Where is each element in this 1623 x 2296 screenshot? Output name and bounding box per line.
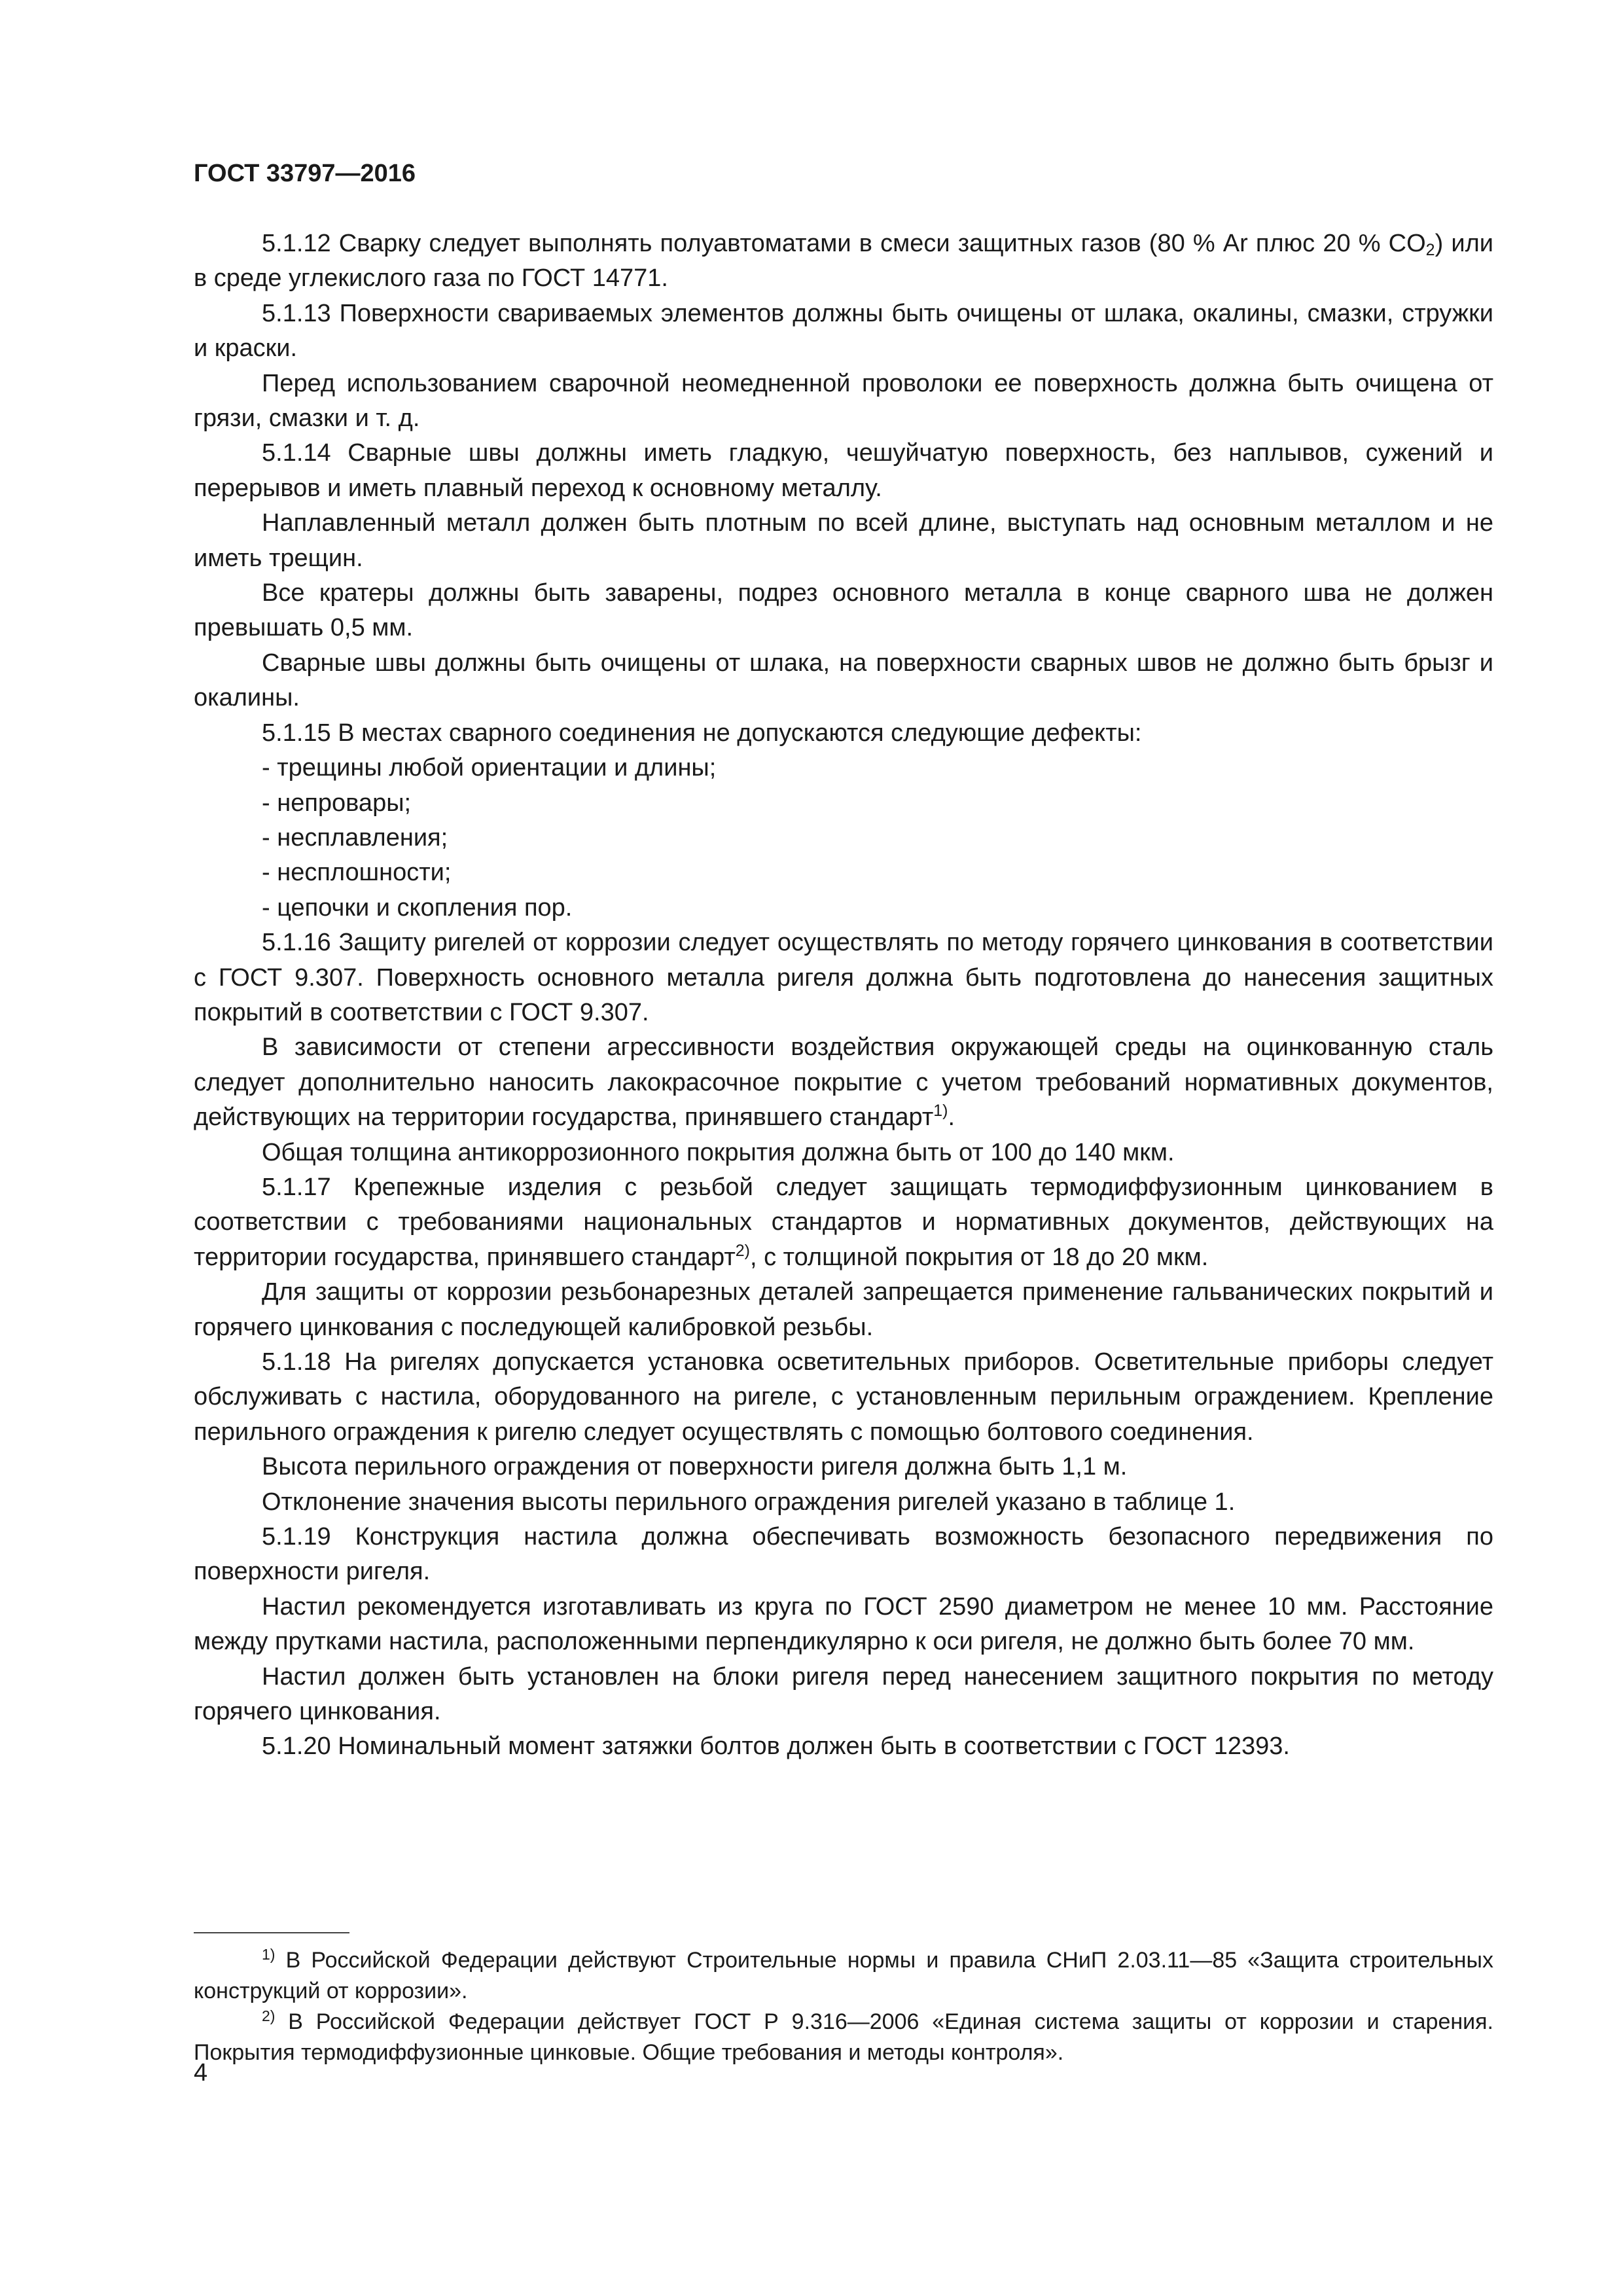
footnote-mark: 2) — [262, 2007, 276, 2024]
paragraph-5-1-17: 5.1.17 Крепежные изделия с резьбой следует защищать термодиффузионным цинкованием в соответствии с требованиями национальных стандартов и нормативных документов, действующих на территории государства, принявшего стандарт$^{2)}$, с толщиной покрытия от 18 до 20 мкм. — [194, 1173, 1493, 1271]
list-item: - несплошности; — [262, 859, 452, 887]
paragraph: Общая толщина антикоррозионного покрытия должна быть от 100 до 140 мкм. — [262, 1138, 1175, 1166]
footnote-1: $^{1)}$ В Российской Федерации действуют Строительные нормы и правила СНиП 2.03.11—85 «Защита строительных конструкций от коррозии». — [194, 1946, 1493, 2003]
footnotes — [194, 1945, 1493, 2068]
subscript: 2 — [1425, 241, 1435, 259]
paragraph: Перед использованием сварочной неомедненной проволоки ее поверхность должна быть очищена от грязи, смазки и т. д. — [194, 369, 1493, 433]
paragraph: Высота перильного ограждения от поверхности ригеля должна быть 1,1 м. — [262, 1453, 1128, 1481]
document-header: ГОСТ 33797—2016 — [194, 160, 416, 187]
paragraph-5-1-16: 5.1.16 Защиту ригелей от коррозии следует осуществлять по методу горячего цинкования в соответствии с ГОСТ 9.307. Поверхность основного металла ригеля должна быть подготовлена до нанесения защитных покрытий в соответствии с ГОСТ 9.307. — [194, 929, 1493, 1026]
paragraph: В зависимости от степени агрессивности воздействия окружающей среды на оцинкованную сталь следует дополнительно наносить лакокрасочное покрытие с учетом требований нормативных документов, действующих на территории государства, принявшего стандарт$^{1)}$. — [194, 1033, 1493, 1132]
list-item: - несплавления; — [262, 823, 448, 852]
paragraph-5-1-13: 5.1.13 Поверхности свариваемых элементов должны быть очищены от шлака, окалины, смазки, стружки и краски. — [194, 299, 1493, 363]
footnote-ref: 2) — [735, 1241, 750, 1260]
list-item: - цепочки и скопления пор. — [262, 893, 573, 922]
footnote-ref: 1) — [933, 1102, 948, 1121]
paragraph-5-1-20: 5.1.20 Номинальный момент затяжки болтов должен быть в соответствии с ГОСТ 12393. — [262, 1732, 1290, 1761]
paragraph: Настил рекомендуется изготавливать из круга по ГОСТ 2590 диаметром не менее 10 мм. Расстояние между прутками настила, расположенными перпендикулярно к оси ригеля, не должно быть более 70 мм. — [194, 1592, 1493, 1656]
footnote-2: $^{2)}$ В Российской Федерации действует ГОСТ Р 9.316—2006 «Единая система защиты от коррозии и старения. Покрытия термодиффузионные цинковые. Общие требования и методы контроля». — [194, 2007, 1493, 2065]
paragraph-5-1-19: 5.1.19 Конструкция настила должна обеспечивать возможность безопасного передвижения по поверхности ригеля. — [194, 1523, 1493, 1586]
paragraph: Для защиты от коррозии резьбонарезных деталей запрещается применение гальванических покрытий и горячего цинкования с последующей калибровкой резьбы. — [194, 1278, 1493, 1341]
paragraph-5-1-14: 5.1.14 Сварные швы должны иметь гладкую, чешуйчатую поверхность, без наплывов, сужений и перерывов и иметь плавный переход к основному металлу. — [194, 439, 1493, 502]
paragraph: Настил должен быть установлен на блоки ригеля перед нанесением защитного покрытия по методу горячего цинкования. — [194, 1662, 1493, 1726]
paragraph: Отклонение значения высоты перильного ограждения ригелей указано в таблице 1. — [262, 1488, 1236, 1516]
paragraph: Все кратеры должны быть заварены, подрез основного металла в конце сварного шва не должен превышать 0,5 мм. — [194, 579, 1493, 642]
paragraph-5-1-12: 5.1.12 Сварку следует выполнять полуавтоматами в смеси защитных газов (80 % Ar плюс 20 % $CO_2$) или в среде углекислого газа по ГОСТ 14771. — [194, 230, 1493, 293]
list-item: - непровары; — [262, 789, 412, 817]
document-body — [194, 226, 1493, 1765]
paragraph-5-1-15: 5.1.15 В местах сварного соединения не допускаются следующие дефекты: — [262, 719, 1142, 747]
footnote-separator — [194, 1932, 349, 1933]
paragraph: Наплавленный металл должен быть плотным по всей длине, выступать над основным металлом и не иметь трещин. — [194, 509, 1493, 572]
page-number: 4 — [194, 2059, 208, 2087]
footnote-mark: 1) — [262, 1946, 276, 1963]
paragraph: Сварные швы должны быть очищены от шлака, на поверхности сварных швов не должно быть брызг и окалины. — [194, 649, 1493, 712]
paragraph-5-1-18: 5.1.18 На ригелях допускается установка осветительных приборов. Осветительные приборы следует обслуживать с настила, оборудованного на ригеле, с установленным перильным ограждением. Крепление перильного ограждения к ригелю следует осуществлять с помощью болтового соединения. — [194, 1348, 1493, 1446]
list-item: - трещины любой ориентации и длины; — [262, 754, 717, 782]
